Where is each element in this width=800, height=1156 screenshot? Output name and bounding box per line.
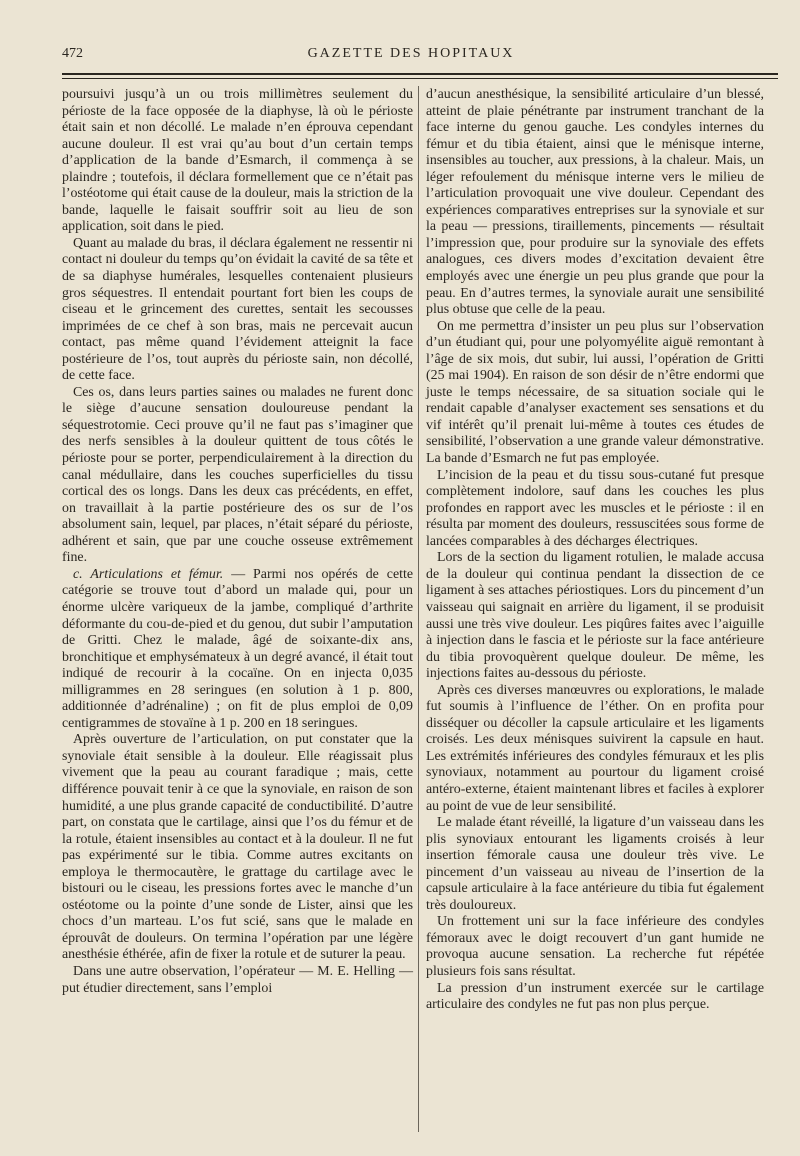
running-header: [62, 46, 760, 72]
paragraph: Après ouverture de l’articulation, on put constater que la synoviale était sensible à la douleur. Elle réagissait plus vivement que la peau au courant faradique ; mais, cette différence pouvait tenir à ce que la synoviale, en raison de son humidité, a une plus grande capacité de conductibilité. D’autre part, on constata que le cartilage, ainsi que l’os du fémur et de la rotule, étaient insensibles au contact et à la douleur. Il ne fut pas expérimenté sur le tibia. Comme autres excitants on employa le thermocautère, le grattage du cartilage avec le bistouri ou le ciseau, les pressions fortes avec le manche d’un ostéotome ou la pointe d’une sonde de Lister, ainsi que les chocs d’un marteau. L’os fut scié, sans que le malade en éprouvât de douleurs. On termina l’opération par une légère anesthésie éthérée, afin de fixer la rotule et de suturer la peau.: [62, 732, 413, 963]
column-divider: [418, 86, 419, 1132]
paragraph: Lors de la section du ligament rotulien, le malade accusa de la douleur qui continua pendant la dissection de ce ligament à ses attaches périostiques. Lors du pincement d’un vaisseau qui saignait en arrière du ligament, il se produisit aussi une très vive douleur. Les piqûres faites avec l’aiguille à injection dans le fascia et le périoste sur la face antérieure du tibia provoquèrent quelque douleur. De même, les injections faites au-dessous du périoste.: [426, 550, 764, 682]
paragraph-text: — Parmi nos opérés de cette catégorie se trouve tout d’abord un malade qui, pour un énorme ulcère variqueux de la jambe, compliqué d’arthrite déformante du cou-de-pied et du genou, dut subir l’amputation de Gritti. Chez le malade, âgé de soixante-dix ans, bronchitique et emphysémateux à un degré avancé, il était tout indiqué de recourir à la cocaïne. On en injecta 0,035 milligrammes en 28 seringues (en solution à 1 p. 800, additionnée d’adrénaline) ; on fit de plus emploi de 0,09 centigrammes de stovaïne à 1 p. 200 en 18 seringues.: [62, 566, 413, 731]
paragraph: La pression d’un instrument exercée sur le cartilage articulaire des condyles ne fut pas non plus perçue.: [426, 980, 764, 1013]
paragraph-with-section: [62, 567, 413, 732]
paragraph: Un frottement uni sur la face inférieure des condyles fémoraux avec le doigt recouvert d’un gant humide ne provoqua aucune sensation. La recherche fut répétée plusieurs fois sans résultat.: [426, 914, 764, 979]
paragraph: Ces os, dans leurs parties saines ou malades ne furent donc le siège d’aucune sensation douloureuse pendant la séquestrotomie. Ceci prouve qu’il ne faut pas s’imaginer que des nerfs sensibles à la douleur quittent de tous côtés le périoste pour se porter, perpendiculairement à la direction du canal médullaire, dans les couches superficielles du tissu cortical des os longs. Dans les deux cas précédents, en effet, on travaillait à la partie postérieure des os sur de l’os absolument sain, lequel, par places, n’était séparé du périoste, adhérent et sain, que par une couche osseuse extrêmement fine.: [62, 384, 413, 566]
header-rule-thin: [62, 78, 778, 79]
paragraph: d’aucun anesthésique, la sensibilité articulaire d’un blessé, atteint de plaie pénétrante par instrument tranchant de la face interne du genou gauche. Les condyles internes du fémur et du tibia étaient, ainsi que le ménisque interne, insensibles au toucher, aux pressions, à la chaleur. Mais, un léger refoulement du ménisque interne vers le milieu de l’articulation provoquait une vive douleur. Cependant des expériences comparatives entreprises sur la synoviale et sur la peau — pressions, tiraillements, pincements — résultait l’impression que, pour produire sur la synoviale des effets analogues, ces divers modes d’excitation devaient être employés avec une énergie un peu plus grande que pour la peau. En d’autres termes, la synoviale aurait une sensibilité plus obtuse que celle de la peau.: [426, 87, 764, 318]
left-column: [62, 87, 413, 997]
paragraph: Quant au malade du bras, il déclara également ne ressentir ni contact ni douleur du temps qu’on évidait la cavité de sa tête et de sa diaphyse humérales, lesquelles contenaient plusieurs gros séquestres. Il entendait pourtant fort bien les coups de ciseau et le grincement des curettes, sentait les secousses imprimées de ce chef à son bras, mais ne percevait aucun contact, pas même quand l’évidement atteignit la face postérieure de l’os, tout auprès du périoste sain, non décollé, de cette face.: [62, 235, 413, 384]
running-title: GAZETTE DES HOPITAUX: [307, 46, 515, 61]
header-rule-thick: [62, 73, 778, 75]
paragraph: L’incision de la peau et du tissu sous-cutané fut presque complètement indolore, sauf dans les couches les plus profondes en rapport avec les muscles et le périoste : il en résulta par moment des douleurs, ressuscitées sous forme de lancées comparables à des décharges électriques.: [426, 467, 764, 549]
section-heading: c. Articulations et fémur.: [73, 566, 224, 582]
page-number: 472: [62, 46, 83, 61]
paragraph: poursuivi jusqu’à un ou trois millimètres seulement du périoste de la face opposée de la diaphyse, là où le périoste était sain et non décollé. Le malade n’en éprouva cependant aucune douleur. Il est vrai qu’au bout d’un certain temps d’application de la bande d’Esmarch, il commença à se plaindre ; toutefois, il déclara formellement que ce n’était pas l’ostéotome qui était cause de la douleur, mais la striction de la bande, laquelle le faisait souffrir soit au lieu de son application, soit dans le pied.: [62, 87, 413, 235]
paragraph: On me permettra d’insister un peu plus sur l’observation d’un étudiant qui, pour une polyomyélite aiguë remontant à l’âge de six mois, dut subir, lui aussi, l’opération de Gritti (25 mai 1904). En raison de son désir de n’être endormi que juste le temps nécessaire, de sa situation sociale qui le rendait capable d’analyser exactement ses sensations et du vif intérêt qu’il prenait lui-même à toutes ces études de sensibilité, l’observation a une grande valeur démonstrative. La bande d’Esmarch ne fut pas employée.: [426, 318, 764, 467]
paragraph: Après ces diverses manœuvres ou explorations, le malade fut soumis à l’influence de l’éther. On en profita pour disséquer ou décoller la capsule articulaire et les ligaments croisés. Les deux ménisques suivirent la capsule en haut. Les extrémités inférieures des condyles fémuraux et les plis synoviaux, notamment au pourtour du ligament croisé antéro-externe, étaient maintenant libres et faciles à explorer au point de vue de leur sensibilité.: [426, 682, 764, 814]
paragraph: Dans une autre observation, l’opérateur — M. E. Helling — put étudier directement, sans l’emploi: [62, 963, 413, 996]
paragraph: Le malade étant réveillé, la ligature d’un vaisseau dans les plis synoviaux entourant les ligaments croisés à leur insertion fémorale causa une douleur très vive. Le pincement d’un vaisseau au niveau de l’insertion de la capsule articulaire à la face antérieure du tibia fut également très douloureux.: [426, 815, 764, 913]
right-column: [426, 87, 764, 1014]
